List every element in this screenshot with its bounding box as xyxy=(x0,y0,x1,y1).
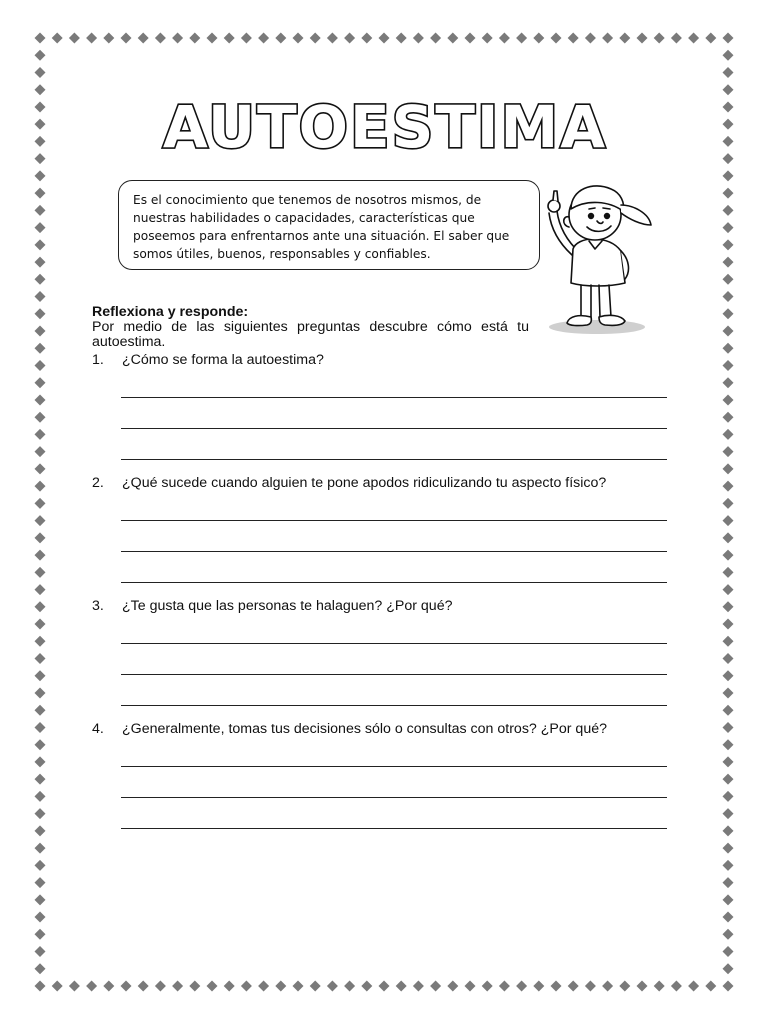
border-diamond xyxy=(723,481,734,492)
answer-line[interactable] xyxy=(121,520,667,521)
border-diamond xyxy=(361,33,372,44)
answer-line[interactable] xyxy=(121,397,667,398)
answer-line[interactable] xyxy=(121,643,667,644)
border-diamond xyxy=(637,981,648,992)
border-diamond xyxy=(723,412,734,423)
answer-line[interactable] xyxy=(121,674,667,675)
border-diamond xyxy=(723,515,734,526)
answer-line[interactable] xyxy=(121,828,667,829)
border-diamond xyxy=(207,981,218,992)
border-diamond xyxy=(723,205,734,216)
border-diamond xyxy=(396,33,407,44)
answer-line[interactable] xyxy=(121,582,667,583)
border-diamond xyxy=(35,636,46,647)
border-diamond xyxy=(533,33,544,44)
border-diamond xyxy=(189,33,200,44)
border-diamond xyxy=(723,377,734,388)
question-number: 3. xyxy=(92,598,104,614)
border-diamond xyxy=(35,360,46,371)
border-diamond xyxy=(35,377,46,388)
border-diamond xyxy=(35,963,46,974)
border-diamond xyxy=(35,929,46,940)
border-diamond xyxy=(723,33,734,44)
border-diamond xyxy=(671,33,682,44)
border-diamond xyxy=(396,981,407,992)
border-diamond xyxy=(155,981,166,992)
border-diamond xyxy=(35,498,46,509)
border-diamond xyxy=(52,33,63,44)
border-diamond xyxy=(723,291,734,302)
border-diamond xyxy=(723,274,734,285)
border-diamond xyxy=(35,550,46,561)
reflection-section xyxy=(92,304,529,350)
border-diamond xyxy=(344,33,355,44)
border-diamond xyxy=(361,981,372,992)
border-diamond xyxy=(723,584,734,595)
border-diamond xyxy=(35,739,46,750)
instructions-text: Por medio de las siguientes preguntas descubre cómo está tu autoestima. xyxy=(92,319,529,350)
border-diamond xyxy=(379,981,390,992)
border-diamond xyxy=(69,33,80,44)
border-diamond xyxy=(705,33,716,44)
border-diamond xyxy=(379,33,390,44)
border-diamond xyxy=(35,601,46,612)
border-diamond xyxy=(723,636,734,647)
border-diamond xyxy=(35,532,46,543)
border-diamond xyxy=(138,981,149,992)
border-diamond xyxy=(121,981,132,992)
border-diamond xyxy=(35,515,46,526)
border-diamond xyxy=(275,33,286,44)
border-diamond xyxy=(172,981,183,992)
border-diamond xyxy=(35,257,46,268)
border-diamond xyxy=(723,463,734,474)
border-diamond xyxy=(723,550,734,561)
border-diamond xyxy=(35,394,46,405)
border-diamond xyxy=(723,222,734,233)
border-diamond xyxy=(35,774,46,785)
border-diamond xyxy=(723,239,734,250)
border-diamond xyxy=(723,601,734,612)
border-diamond xyxy=(568,981,579,992)
question-text: ¿Qué sucede cuando alguien te pone apodos ridiculizando tu aspecto físico? xyxy=(122,475,607,491)
border-diamond xyxy=(35,808,46,819)
border-diamond xyxy=(671,981,682,992)
border-diamond xyxy=(35,653,46,664)
border-diamond xyxy=(723,739,734,750)
border-diamond xyxy=(344,981,355,992)
border-diamond xyxy=(35,946,46,957)
question-1 xyxy=(92,352,324,368)
border-diamond xyxy=(35,705,46,716)
answer-line[interactable] xyxy=(121,428,667,429)
border-diamond xyxy=(723,619,734,630)
question-4 xyxy=(92,721,607,737)
border-diamond xyxy=(723,722,734,733)
border-diamond xyxy=(465,33,476,44)
border-diamond xyxy=(207,33,218,44)
border-diamond xyxy=(465,981,476,992)
border-diamond xyxy=(585,981,596,992)
question-text: ¿Te gusta que las personas te halaguen? ¿Por qué? xyxy=(122,598,453,614)
page-title xyxy=(120,92,650,162)
border-diamond xyxy=(35,412,46,423)
border-diamond xyxy=(499,33,510,44)
border-diamond xyxy=(293,33,304,44)
border-diamond xyxy=(551,981,562,992)
border-diamond xyxy=(35,619,46,630)
border-diamond xyxy=(35,101,46,112)
question-2 xyxy=(92,475,606,491)
border-diamond xyxy=(723,67,734,78)
border-diamond xyxy=(310,33,321,44)
border-diamond xyxy=(35,343,46,354)
border-diamond xyxy=(482,981,493,992)
border-diamond xyxy=(35,843,46,854)
section-heading: Reflexiona y responde: xyxy=(92,304,249,320)
border-diamond xyxy=(723,257,734,268)
border-diamond xyxy=(35,670,46,681)
border-diamond xyxy=(723,791,734,802)
border-diamond xyxy=(482,33,493,44)
border-diamond xyxy=(619,981,630,992)
border-diamond xyxy=(35,153,46,164)
border-diamond xyxy=(258,33,269,44)
border-diamond xyxy=(619,33,630,44)
border-diamond xyxy=(35,222,46,233)
border-diamond xyxy=(155,33,166,44)
border-diamond xyxy=(35,84,46,95)
border-diamond xyxy=(35,825,46,836)
border-diamond xyxy=(723,308,734,319)
border-diamond xyxy=(35,205,46,216)
border-diamond xyxy=(723,119,734,130)
border-diamond xyxy=(69,981,80,992)
border-diamond xyxy=(293,981,304,992)
border-diamond xyxy=(224,33,235,44)
border-diamond xyxy=(723,326,734,337)
border-diamond xyxy=(516,33,527,44)
svg-text:AUTOESTIMA: AUTOESTIMA xyxy=(162,93,608,161)
question-number: 1. xyxy=(92,352,104,368)
border-diamond xyxy=(86,33,97,44)
answer-line[interactable] xyxy=(121,766,667,767)
border-diamond xyxy=(723,84,734,95)
question-number: 2. xyxy=(92,475,104,491)
border-diamond xyxy=(533,981,544,992)
border-diamond xyxy=(35,756,46,767)
border-diamond xyxy=(413,981,424,992)
border-diamond xyxy=(654,33,665,44)
border-diamond xyxy=(121,33,132,44)
answer-line[interactable] xyxy=(121,705,667,706)
border-diamond xyxy=(723,532,734,543)
question-text: ¿Cómo se forma la autoestima? xyxy=(122,352,324,368)
border-diamond xyxy=(723,653,734,664)
border-diamond xyxy=(723,136,734,147)
border-diamond xyxy=(430,981,441,992)
border-diamond xyxy=(35,119,46,130)
definition-box xyxy=(118,180,540,270)
border-diamond xyxy=(723,705,734,716)
border-diamond xyxy=(723,860,734,871)
border-diamond xyxy=(35,33,46,44)
border-diamond xyxy=(327,33,338,44)
border-diamond xyxy=(103,33,114,44)
border-diamond xyxy=(35,894,46,905)
border-diamond xyxy=(35,326,46,337)
border-diamond xyxy=(723,808,734,819)
border-diamond xyxy=(35,791,46,802)
border-diamond xyxy=(310,981,321,992)
definition-text: Es el conocimiento que tenemos de nosotros mismos, de nuestras habilidades o capacidades, características que poseemos para enfrentarnos ante una situación. El saber que somos útiles, buenos, responsables y confiables. xyxy=(133,193,510,261)
border-diamond xyxy=(723,446,734,457)
question-text: ¿Generalmente, tomas tus decisiones sólo o consultas con otros? ¿Por qué? xyxy=(122,721,607,737)
border-diamond xyxy=(52,981,63,992)
border-diamond xyxy=(35,50,46,61)
cartoon-boy-thinking-icon xyxy=(545,175,660,337)
border-diamond xyxy=(723,981,734,992)
border-diamond xyxy=(723,567,734,578)
border-diamond xyxy=(241,981,252,992)
border-diamond xyxy=(688,33,699,44)
border-diamond xyxy=(516,981,527,992)
border-diamond xyxy=(723,50,734,61)
border-diamond xyxy=(258,981,269,992)
border-diamond xyxy=(413,33,424,44)
border-diamond xyxy=(723,929,734,940)
border-diamond xyxy=(654,981,665,992)
border-diamond xyxy=(430,33,441,44)
border-diamond xyxy=(705,981,716,992)
border-diamond xyxy=(723,756,734,767)
border-diamond xyxy=(602,33,613,44)
border-diamond xyxy=(35,136,46,147)
border-diamond xyxy=(35,446,46,457)
border-diamond xyxy=(723,498,734,509)
border-diamond xyxy=(723,394,734,405)
border-diamond xyxy=(35,981,46,992)
border-diamond xyxy=(723,670,734,681)
question-number: 4. xyxy=(92,721,104,737)
border-diamond xyxy=(35,877,46,888)
border-diamond xyxy=(723,877,734,888)
border-diamond xyxy=(35,308,46,319)
border-diamond xyxy=(103,981,114,992)
border-diamond xyxy=(35,912,46,923)
question-3 xyxy=(92,598,452,614)
border-diamond xyxy=(568,33,579,44)
border-diamond xyxy=(602,981,613,992)
border-diamond xyxy=(447,33,458,44)
border-diamond xyxy=(35,567,46,578)
border-diamond xyxy=(723,343,734,354)
border-diamond xyxy=(189,981,200,992)
border-diamond xyxy=(723,946,734,957)
border-diamond xyxy=(723,429,734,440)
border-diamond xyxy=(35,481,46,492)
border-diamond xyxy=(637,33,648,44)
answer-line[interactable] xyxy=(121,797,667,798)
border-diamond xyxy=(35,860,46,871)
border-diamond xyxy=(327,981,338,992)
border-diamond xyxy=(723,774,734,785)
answer-line[interactable] xyxy=(121,551,667,552)
border-diamond xyxy=(723,153,734,164)
border-diamond xyxy=(35,429,46,440)
border-diamond xyxy=(241,33,252,44)
border-diamond xyxy=(447,981,458,992)
border-diamond xyxy=(35,291,46,302)
border-diamond xyxy=(551,33,562,44)
border-diamond xyxy=(35,274,46,285)
border-diamond xyxy=(138,33,149,44)
border-diamond xyxy=(499,981,510,992)
border-diamond xyxy=(35,188,46,199)
border-diamond xyxy=(723,101,734,112)
border-diamond xyxy=(688,981,699,992)
border-diamond xyxy=(723,894,734,905)
border-diamond xyxy=(224,981,235,992)
border-diamond xyxy=(723,912,734,923)
border-diamond xyxy=(723,170,734,181)
border-diamond xyxy=(275,981,286,992)
border-diamond xyxy=(35,239,46,250)
answer-line[interactable] xyxy=(121,459,667,460)
border-diamond xyxy=(585,33,596,44)
border-diamond xyxy=(35,687,46,698)
border-diamond xyxy=(723,843,734,854)
border-diamond xyxy=(723,188,734,199)
border-diamond xyxy=(723,360,734,371)
border-diamond xyxy=(35,67,46,78)
border-diamond xyxy=(86,981,97,992)
border-diamond xyxy=(35,584,46,595)
border-diamond xyxy=(723,825,734,836)
border-diamond xyxy=(723,963,734,974)
border-diamond xyxy=(35,722,46,733)
border-diamond xyxy=(172,33,183,44)
border-diamond xyxy=(35,170,46,181)
border-diamond xyxy=(35,463,46,474)
border-diamond xyxy=(723,687,734,698)
